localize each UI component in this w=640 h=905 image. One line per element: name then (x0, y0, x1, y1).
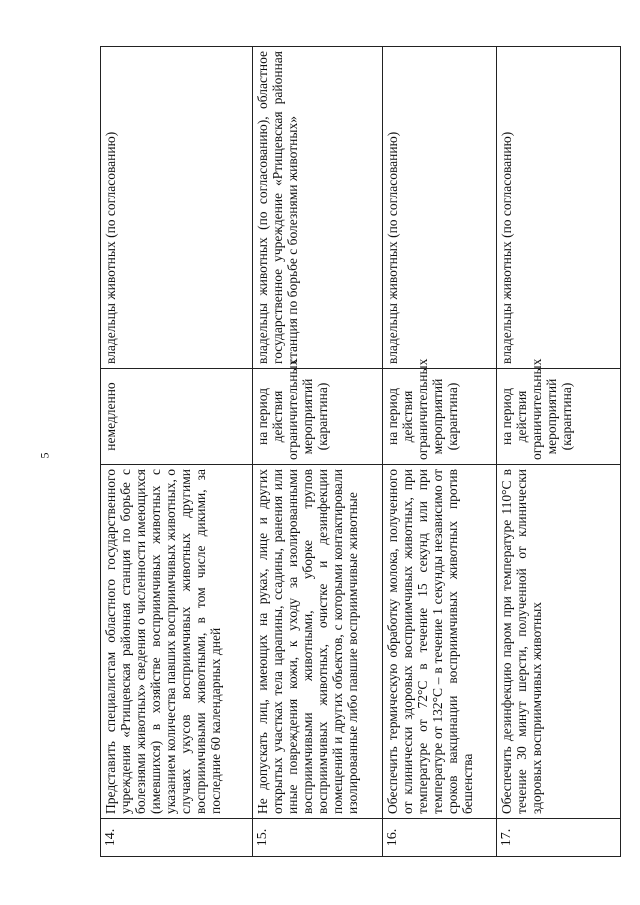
measure-term: на период действия ограничительных мероприятий (карантина) (253, 369, 383, 465)
rotated-page (100, 47, 620, 857)
measure-text: Обеспечить термическую обработку молока, полученного от клинически здоровых восприимчивых животных, при температуре от 72°С в течение 15 секунд или при температуре от 132°С – в течение 1 секунды независимо от сроков вакцинации восприимчивых животных против бешенства (383, 465, 497, 819)
table-row (253, 47, 383, 857)
measures-table (100, 46, 621, 857)
row-number: 15. (253, 819, 383, 857)
table-row (101, 47, 253, 857)
row-number: 14. (101, 819, 253, 857)
row-number: 17. (497, 819, 621, 857)
measure-responsible: владельцы животных (по согласованию) (101, 47, 253, 369)
measure-responsible: владельцы животных (по согласованию) (497, 47, 621, 369)
measure-term: немедленно (101, 369, 253, 465)
measure-text: Представить специалистам областного государственного учреждения «Ртищевская районная станция по борьбе с болезнями животных» сведения о численности имеющихся (имевшихся) в хозяйстве восприимчивых животных с указанием количества павших восприимчивых животных, о случаях укусов восприимчивых животных другими восприимчивыми животными, в том числе дикими, за последние 60 календарных дней (101, 465, 253, 819)
measure-responsible: владельцы животных (по согласованию) (383, 47, 497, 369)
measure-text: Не допускать лиц, имеющих на руках, лице и других открытых участках тела царапины, ссадины, ранения или иные повреждения кожи, к уходу за изолированными восприимчивыми животными, уборке трупов восприимчивых животных, очистке и дезинфекции помещений и других объектов, с которыми контактировали изолированные либо павшие восприимчивые животные (253, 465, 383, 819)
measure-term: на период действия ограничительных мероприятий (карантина) (383, 369, 497, 465)
table-row (497, 47, 621, 857)
measure-text: Обеспечить дезинфекцию паром при температуре 110°С в течение 30 минут шерсти, полученной от клинически здоровых восприимчивых животных (497, 465, 621, 819)
measure-term: на период действия ограничительных мероприятий (карантина) (497, 369, 621, 465)
row-number: 16. (383, 819, 497, 857)
measure-responsible: владельцы животных (по согласованию), областное государственное учреждение «Ртищевская районная станция по борьбе с болезнями животных» (253, 47, 383, 369)
page-number: 5 (37, 452, 52, 459)
table-row (383, 47, 497, 857)
